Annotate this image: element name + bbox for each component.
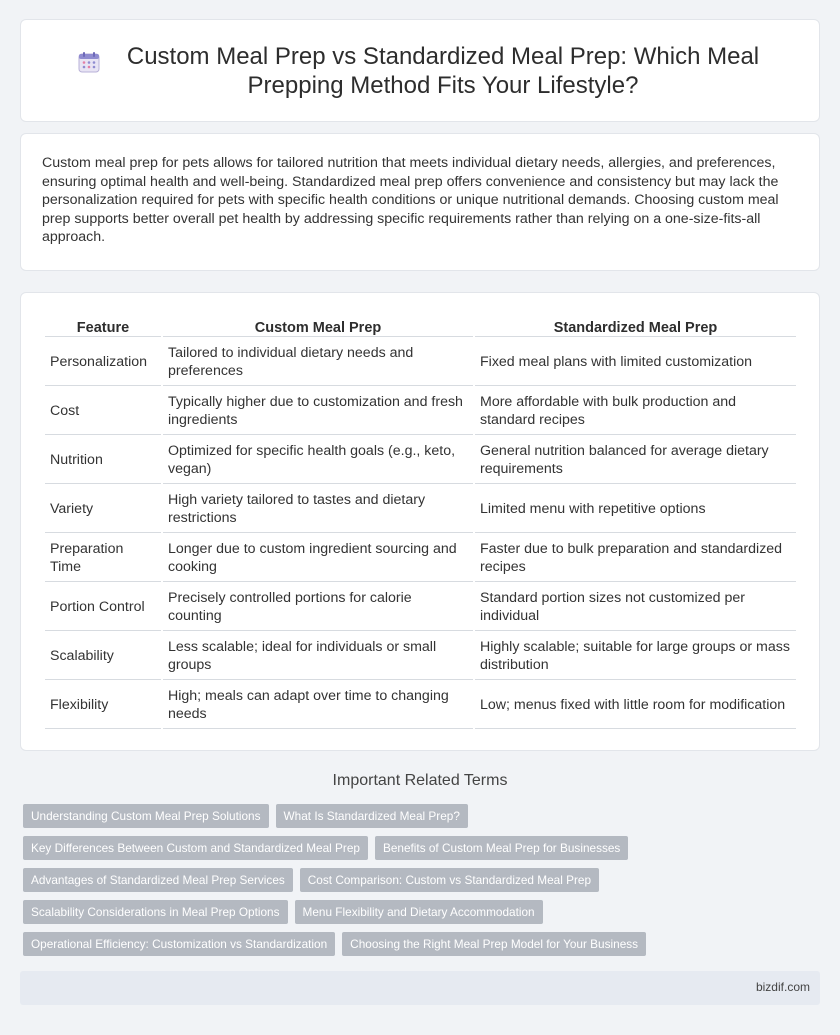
tag-row (23, 932, 823, 956)
related-terms-heading: Important Related Terms (332, 772, 508, 789)
related-term-tag[interactable]: Choosing the Right Meal Prep Model for Your Business (342, 932, 646, 956)
related-term-tag[interactable]: Advantages of Standardized Meal Prep Services (23, 868, 293, 892)
table-row (45, 633, 796, 680)
comparison-table (43, 313, 798, 731)
related-term-tag[interactable]: What Is Standardized Meal Prep? (276, 804, 468, 828)
tag-row (23, 804, 823, 828)
table-row (45, 339, 796, 386)
custom-cell: High variety tailored to tastes and dietary restrictions (163, 486, 473, 533)
page-title: Custom Meal Prep vs Standardized Meal Prep: Which Meal Prepping Method Fits Your Lifestyle? (126, 42, 760, 99)
standardized-cell: Fixed meal plans with limited customization (475, 339, 796, 386)
related-terms-tags (23, 804, 823, 964)
tag-row (23, 868, 823, 892)
custom-cell: Optimized for specific health goals (e.g., keto, vegan) (163, 437, 473, 484)
table-row (45, 682, 796, 729)
related-term-tag[interactable]: Scalability Considerations in Meal Prep Options (23, 900, 288, 924)
table-row (45, 388, 796, 435)
related-term-tag[interactable]: Key Differences Between Custom and Standardized Meal Prep (23, 836, 368, 860)
related-term-tag[interactable]: Benefits of Custom Meal Prep for Businesses (375, 836, 628, 860)
comparison-table-card (20, 292, 820, 751)
footer-bar (20, 971, 820, 1005)
standardized-cell: More affordable with bulk production and standard recipes (475, 388, 796, 435)
table-header-row (45, 315, 796, 337)
feature-cell: Nutrition (45, 437, 161, 484)
related-term-tag[interactable]: Understanding Custom Meal Prep Solutions (23, 804, 269, 828)
related-term-tag[interactable]: Cost Comparison: Custom vs Standardized Meal Prep (300, 868, 599, 892)
column-header-standardized: Standardized Meal Prep (475, 315, 796, 337)
intro-card (20, 133, 820, 271)
standardized-cell: General nutrition balanced for average dietary requirements (475, 437, 796, 484)
custom-cell: High; meals can adapt over time to changing needs (163, 682, 473, 729)
footer-site-name: bizdif.com (755, 980, 810, 994)
feature-cell: Personalization (45, 339, 161, 386)
table-row (45, 535, 796, 582)
standardized-cell: Highly scalable; suitable for large groups or mass distribution (475, 633, 796, 680)
column-header-feature: Feature (45, 315, 161, 337)
calendar-icon (77, 50, 101, 74)
column-header-custom: Custom Meal Prep (163, 315, 473, 337)
feature-cell: Flexibility (45, 682, 161, 729)
title-card (20, 19, 820, 122)
custom-cell: Tailored to individual dietary needs and preferences (163, 339, 473, 386)
feature-cell: Portion Control (45, 584, 161, 631)
standardized-cell: Faster due to bulk preparation and standardized recipes (475, 535, 796, 582)
table-row (45, 437, 796, 484)
tag-row (23, 836, 823, 860)
table-row (45, 486, 796, 533)
standardized-cell: Low; menus fixed with little room for modification (475, 682, 796, 729)
feature-cell: Preparation Time (45, 535, 161, 582)
feature-cell: Cost (45, 388, 161, 435)
custom-cell: Less scalable; ideal for individuals or small groups (163, 633, 473, 680)
related-term-tag[interactable]: Menu Flexibility and Dietary Accommodation (295, 900, 543, 924)
intro-paragraph: Custom meal prep for pets allows for tailored nutrition that meets individual dietary needs, allergies, and preferences, ensuring optimal health and well-being. Standardized meal prep offers convenience and consistency but may lack the personalization required for pets with specific health conditions or unique nutritional demands. Choosing custom meal prep supports better overall pet health by addressing specific requirements rather than relying on a one-size-fits-all approach. (42, 155, 779, 245)
feature-cell: Scalability (45, 633, 161, 680)
title-wrap (60, 42, 780, 100)
custom-cell: Longer due to custom ingredient sourcing and cooking (163, 535, 473, 582)
custom-cell: Typically higher due to customization and fresh ingredients (163, 388, 473, 435)
custom-cell: Precisely controlled portions for calorie counting (163, 584, 473, 631)
feature-cell: Variety (45, 486, 161, 533)
tag-row (23, 900, 823, 924)
standardized-cell: Limited menu with repetitive options (475, 486, 796, 533)
standardized-cell: Standard portion sizes not customized per individual (475, 584, 796, 631)
table-row (45, 584, 796, 631)
related-term-tag[interactable]: Operational Efficiency: Customization vs Standardization (23, 932, 335, 956)
